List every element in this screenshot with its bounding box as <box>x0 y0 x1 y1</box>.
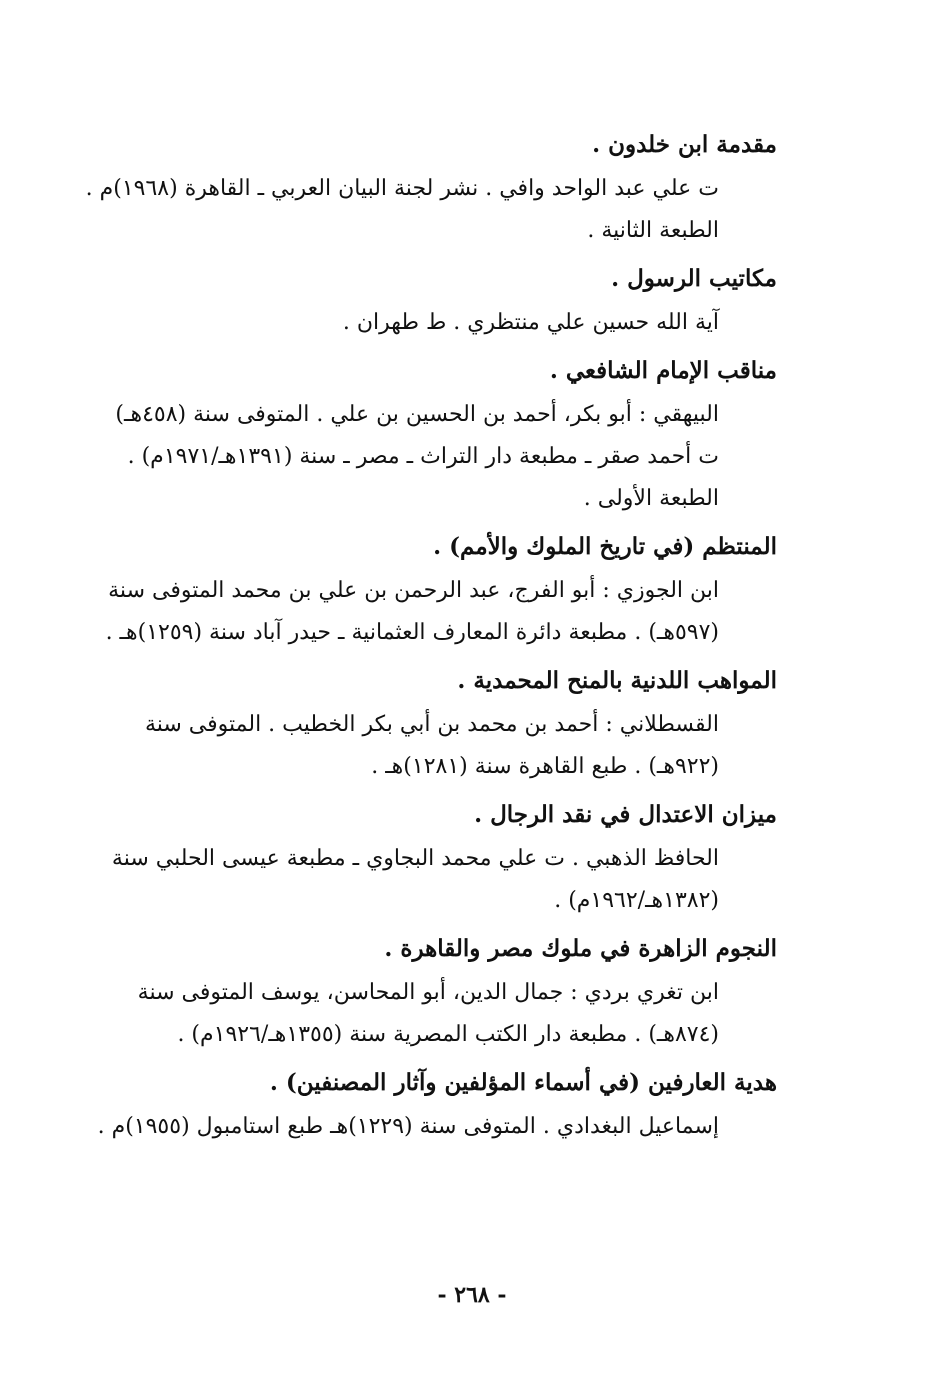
bibliography-entry <box>95 348 777 520</box>
bibliography-entry <box>95 1060 777 1148</box>
entry-line: ت علي عبد الواحد وافي . نشر لجنة البيان العربي ـ القاهرة (١٩٦٨)م . <box>85 176 719 201</box>
bibliography-entry <box>95 256 777 344</box>
entry-details <box>95 1106 719 1148</box>
entry-details <box>95 838 719 922</box>
entry-title: مناقب الإمام الشافعي . <box>549 357 777 384</box>
bibliography-entry <box>95 792 777 922</box>
entry-title: مكاتيب الرسول . <box>611 265 777 292</box>
entry-details <box>95 972 719 1056</box>
entry-title: النجوم الزاهرة في ملوك مصر والقاهرة . <box>384 935 777 962</box>
bibliography-entry <box>95 926 777 1056</box>
entry-line: (٥٩٧هـ) . مطبعة دائرة المعارف العثمانية ـ حيدر آباد سنة (١٢٥٩)هـ . <box>105 620 719 645</box>
entry-title: ميزان الاعتدال في نقد الرجال . <box>474 801 777 828</box>
entry-details <box>95 570 719 654</box>
entry-title: مقدمة ابن خلدون . <box>592 131 777 158</box>
entry-line: الطبعة الأولى . <box>583 486 719 511</box>
bibliography-page <box>85 122 777 1152</box>
entry-line: (٩٢٢هـ) . طبع القاهرة سنة (١٢٨١)هـ . <box>371 754 719 779</box>
entry-title: هدية العارفين (في أسماء المؤلفين وآثار المصنفين) . <box>269 1069 777 1096</box>
entry-line: ت أحمد صقر ـ مطبعة دار التراث ـ مصر ـ سنة (١٣٩١هـ/١٩٧١م) . <box>127 444 719 469</box>
entry-line: ابن تغري بردي : جمال الدين، أبو المحاسن، يوسف المتوفى سنة <box>137 980 719 1005</box>
entry-line: ابن الجوزي : أبو الفرج، عبد الرحمن بن علي بن محمد المتوفى سنة <box>108 578 719 603</box>
entry-details <box>95 704 719 788</box>
bibliography-entry <box>95 524 777 654</box>
bibliography-entry <box>85 122 777 252</box>
entry-line: (١٣٨٢هـ/١٩٦٢م) . <box>554 888 719 913</box>
entry-line: (٨٧٤هـ) . مطبعة دار الكتب المصرية سنة (١٣٥٥هـ/١٩٢٦م) . <box>177 1022 719 1047</box>
entry-details <box>95 394 719 520</box>
entry-details <box>85 168 719 252</box>
entry-title: المنتظم (في تاريخ الملوك والأمم) . <box>433 533 777 560</box>
entry-line: آية الله حسين علي منتظري . ط طهران . <box>342 310 719 335</box>
entry-title: المواهب اللدنية بالمنح المحمدية . <box>457 667 777 694</box>
entry-line: إسماعيل البغدادي . المتوفى سنة (١٢٢٩)هـ طبع استامبول (١٩٥٥)م . <box>97 1114 719 1139</box>
entry-details <box>95 302 719 344</box>
entry-line: الحافظ الذهبي . ت علي محمد البجاوي ـ مطبعة عيسى الحلبي سنة <box>111 846 719 871</box>
page-number: - ٢٦٨ - <box>437 1282 507 1308</box>
entry-line: الطبعة الثانية . <box>587 218 719 243</box>
bibliography-entry <box>95 658 777 788</box>
entry-line: البيهقي : أبو بكر، أحمد بن الحسين بن علي . المتوفى سنة (٤٥٨هـ) <box>115 402 719 427</box>
entry-line: القسطلاني : أحمد بن محمد بن أبي بكر الخطيب . المتوفى سنة <box>144 712 719 737</box>
